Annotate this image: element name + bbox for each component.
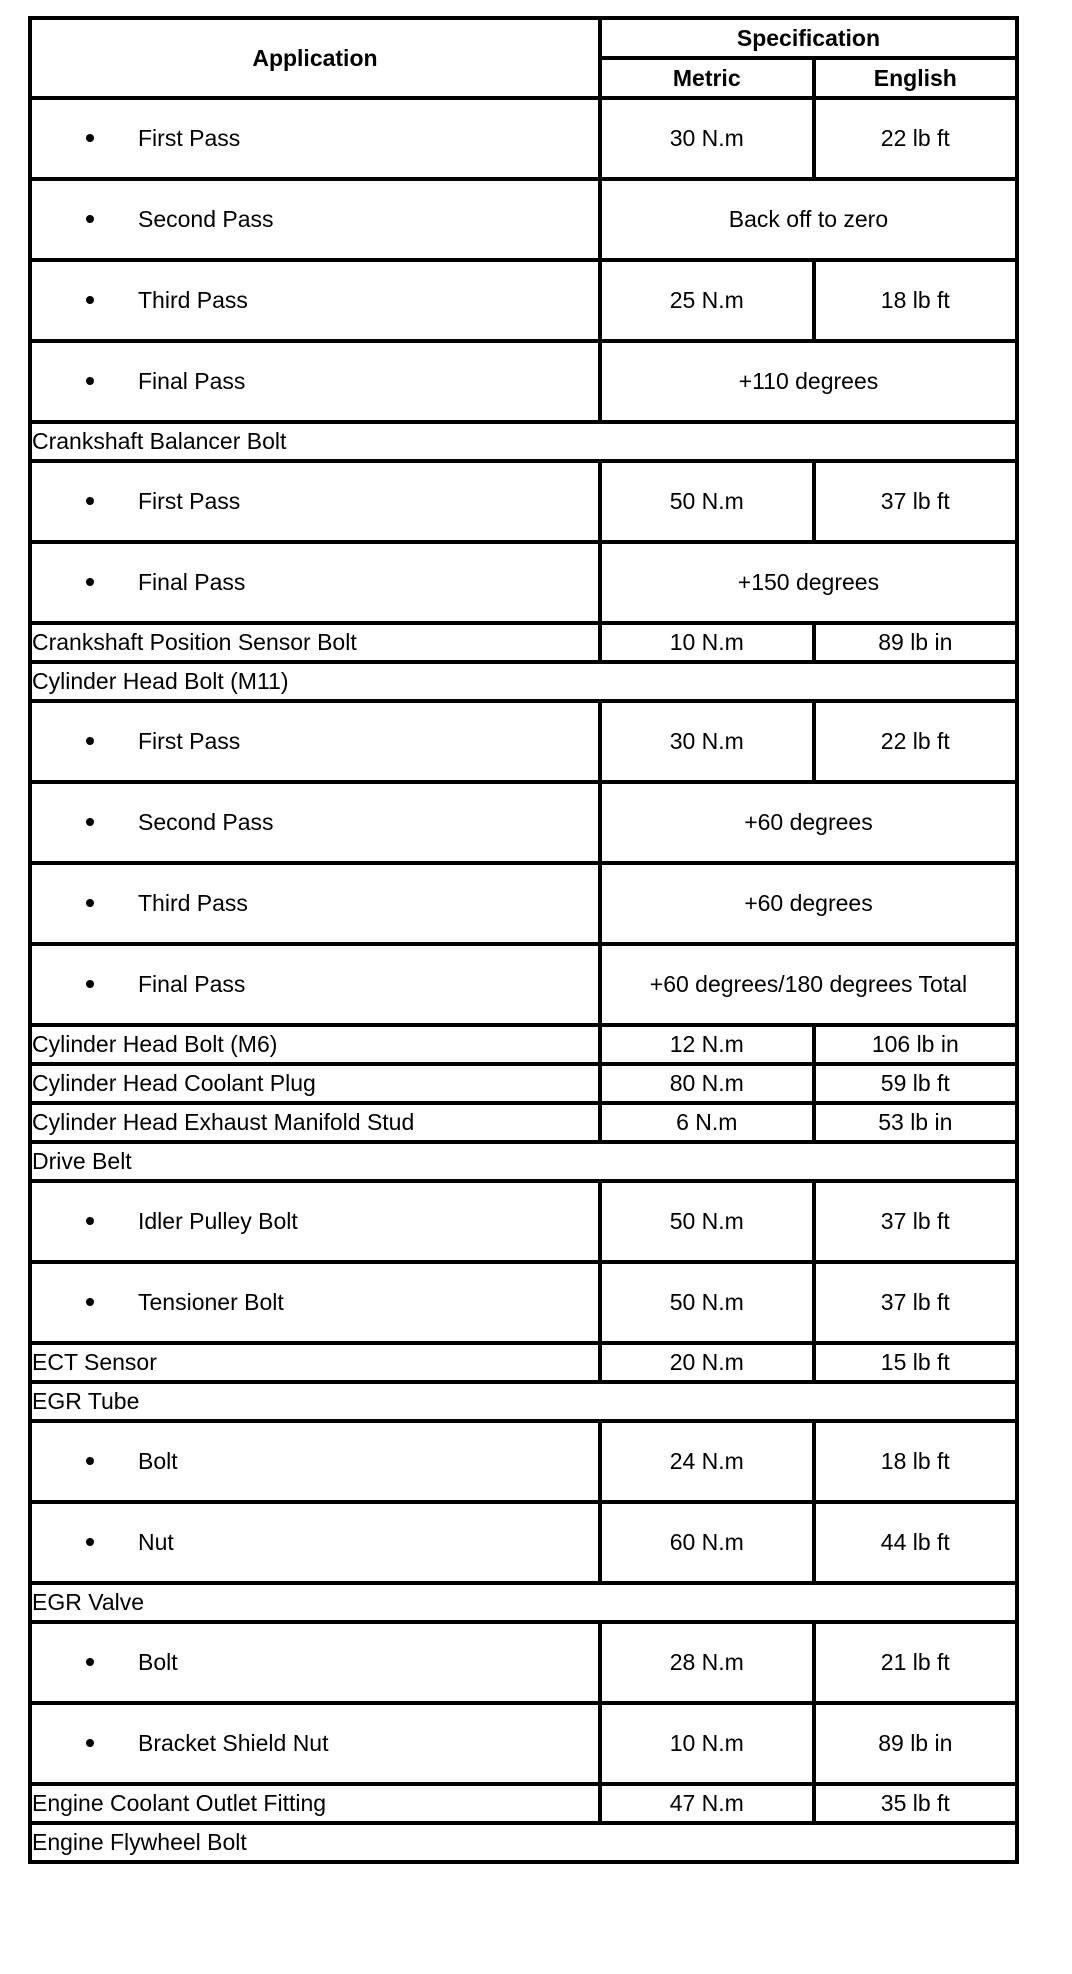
bullet-icon: [86, 1217, 94, 1225]
english-value: 18 lb ft: [814, 260, 1017, 341]
metric-value: 10 N.m: [600, 623, 814, 662]
application-cell: [30, 1343, 600, 1382]
bullet-icon: [86, 737, 94, 745]
english-value: 21 lb ft: [814, 1622, 1017, 1703]
application-cell: [30, 1421, 600, 1502]
english-value: 37 lb ft: [814, 1181, 1017, 1262]
application-label: Third Pass: [138, 287, 248, 313]
sub-item-row: [30, 1181, 1017, 1262]
application-cell: [30, 179, 600, 260]
english-value: 22 lb ft: [814, 98, 1017, 179]
application-cell: [30, 1382, 1017, 1421]
group-row: [30, 662, 1017, 701]
table-row: [30, 1103, 1017, 1142]
application-label: Third Pass: [138, 890, 248, 916]
metric-value: 50 N.m: [600, 1262, 814, 1343]
application-cell: [30, 782, 600, 863]
application-cell: [30, 623, 600, 662]
application-cell: [30, 662, 1017, 701]
metric-value: 24 N.m: [600, 1421, 814, 1502]
group-row: [30, 1823, 1017, 1862]
application-label: First Pass: [138, 488, 241, 514]
sub-item-row: [30, 98, 1017, 179]
application-label: Cylinder Head Bolt (M11): [32, 668, 289, 694]
table-row: [30, 1343, 1017, 1382]
metric-value: 30 N.m: [600, 701, 814, 782]
english-value: 37 lb ft: [814, 461, 1017, 542]
sub-item-row: [30, 863, 1017, 944]
metric-value: 10 N.m: [600, 1703, 814, 1784]
metric-value: 12 N.m: [600, 1025, 814, 1064]
english-value: 59 lb ft: [814, 1064, 1017, 1103]
bullet-icon: [86, 578, 94, 586]
application-label: EGR Tube: [32, 1388, 140, 1414]
english-value: 89 lb in: [814, 623, 1017, 662]
english-value: 44 lb ft: [814, 1502, 1017, 1583]
application-cell: [30, 1181, 600, 1262]
application-label: EGR Valve: [32, 1589, 145, 1615]
application-label: Drive Belt: [32, 1148, 132, 1174]
application-cell: [30, 1502, 600, 1583]
english-value: 53 lb in: [814, 1103, 1017, 1142]
application-label: Nut: [138, 1529, 174, 1555]
application-cell: [30, 701, 600, 782]
application-cell: [30, 1064, 600, 1103]
application-label: Engine Coolant Outlet Fitting: [32, 1790, 327, 1816]
bullet-icon: [86, 818, 94, 826]
sub-item-row: [30, 179, 1017, 260]
specification-value: +110 degrees: [600, 341, 1017, 422]
application-label: ECT Sensor: [32, 1349, 157, 1375]
application-label: Final Pass: [138, 569, 246, 595]
bullet-icon: [86, 215, 94, 223]
table-row: [30, 623, 1017, 662]
sub-item-row: [30, 944, 1017, 1025]
bullet-icon: [86, 377, 94, 385]
application-label: Final Pass: [138, 368, 246, 394]
group-row: [30, 422, 1017, 461]
sub-item-row: [30, 260, 1017, 341]
application-cell: [30, 1025, 600, 1064]
application-cell: [30, 1103, 600, 1142]
application-label: Crankshaft Balancer Bolt: [32, 428, 287, 454]
bullet-icon: [86, 1658, 94, 1666]
bullet-icon: [86, 296, 94, 304]
application-label: Idler Pulley Bolt: [138, 1208, 298, 1234]
application-cell: [30, 1784, 600, 1823]
application-label: Tensioner Bolt: [138, 1289, 284, 1315]
application-label: Bolt: [138, 1649, 178, 1675]
application-cell: [30, 1622, 600, 1703]
application-cell: [30, 1142, 1017, 1181]
metric-value: 47 N.m: [600, 1784, 814, 1823]
metric-value: 20 N.m: [600, 1343, 814, 1382]
metric-value: 6 N.m: [600, 1103, 814, 1142]
english-value: 35 lb ft: [814, 1784, 1017, 1823]
sub-item-row: [30, 341, 1017, 422]
metric-value: 30 N.m: [600, 98, 814, 179]
sub-item-row: [30, 1703, 1017, 1784]
application-cell: [30, 461, 600, 542]
table-row: [30, 1064, 1017, 1103]
sub-item-row: [30, 1421, 1017, 1502]
group-row: [30, 1583, 1017, 1622]
application-label: First Pass: [138, 125, 241, 151]
english-header: English: [814, 58, 1017, 98]
sub-item-row: [30, 461, 1017, 542]
bullet-icon: [86, 1538, 94, 1546]
application-cell: [30, 1823, 1017, 1862]
application-cell: [30, 863, 600, 944]
application-label: Bolt: [138, 1448, 178, 1474]
application-cell: [30, 98, 600, 179]
table-row: [30, 1025, 1017, 1064]
bullet-icon: [86, 134, 94, 142]
sub-item-row: [30, 1502, 1017, 1583]
application-label: Cylinder Head Bolt (M6): [32, 1031, 278, 1057]
table-body: [30, 98, 1017, 1862]
application-label: Bracket Shield Nut: [138, 1730, 329, 1756]
application-cell: [30, 1583, 1017, 1622]
application-cell: [30, 944, 600, 1025]
metric-value: 25 N.m: [600, 260, 814, 341]
specification-value: +150 degrees: [600, 542, 1017, 623]
sub-item-row: [30, 1622, 1017, 1703]
english-value: 22 lb ft: [814, 701, 1017, 782]
specification-header: Specification: [600, 18, 1017, 58]
specification-value: +60 degrees/180 degrees Total: [600, 944, 1017, 1025]
application-cell: [30, 1703, 600, 1784]
bullet-icon: [86, 980, 94, 988]
application-cell: [30, 260, 600, 341]
sub-item-row: [30, 701, 1017, 782]
metric-value: 80 N.m: [600, 1064, 814, 1103]
application-cell: [30, 341, 600, 422]
metric-value: 28 N.m: [600, 1622, 814, 1703]
specification-value: Back off to zero: [600, 179, 1017, 260]
application-label: Second Pass: [138, 809, 274, 835]
group-row: [30, 1142, 1017, 1181]
application-cell: [30, 542, 600, 623]
torque-spec-table: [28, 16, 1019, 1864]
sub-item-row: [30, 782, 1017, 863]
sub-item-row: [30, 542, 1017, 623]
english-value: 15 lb ft: [814, 1343, 1017, 1382]
application-header: Application: [30, 18, 600, 98]
english-value: 106 lb in: [814, 1025, 1017, 1064]
sub-item-row: [30, 1262, 1017, 1343]
bullet-icon: [86, 1739, 94, 1747]
metric-value: 50 N.m: [600, 461, 814, 542]
metric-value: 60 N.m: [600, 1502, 814, 1583]
application-label: Cylinder Head Exhaust Manifold Stud: [32, 1109, 415, 1135]
english-value: 37 lb ft: [814, 1262, 1017, 1343]
application-label: Final Pass: [138, 971, 246, 997]
bullet-icon: [86, 899, 94, 907]
application-cell: [30, 422, 1017, 461]
application-label: Engine Flywheel Bolt: [32, 1829, 247, 1855]
bullet-icon: [86, 1298, 94, 1306]
metric-header: Metric: [600, 58, 814, 98]
table-row: [30, 1784, 1017, 1823]
bullet-icon: [86, 1457, 94, 1465]
english-value: 18 lb ft: [814, 1421, 1017, 1502]
specification-value: +60 degrees: [600, 863, 1017, 944]
application-label: First Pass: [138, 728, 241, 754]
metric-value: 50 N.m: [600, 1181, 814, 1262]
group-row: [30, 1382, 1017, 1421]
application-label: Second Pass: [138, 206, 274, 232]
english-value: 89 lb in: [814, 1703, 1017, 1784]
bullet-icon: [86, 497, 94, 505]
specification-value: +60 degrees: [600, 782, 1017, 863]
header-row-1: [30, 18, 1017, 58]
application-label: Crankshaft Position Sensor Bolt: [32, 629, 357, 655]
application-label: Cylinder Head Coolant Plug: [32, 1070, 316, 1096]
application-cell: [30, 1262, 600, 1343]
